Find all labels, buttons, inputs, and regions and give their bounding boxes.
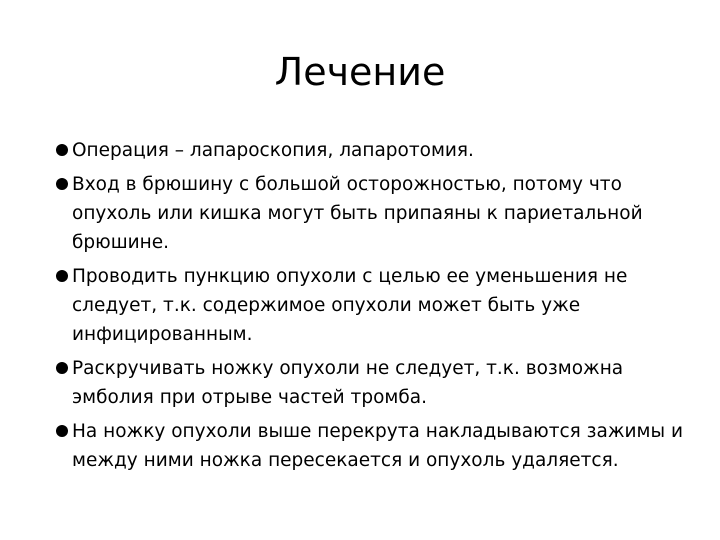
bullet-list bbox=[54, 136, 694, 480]
bullet-dot-icon bbox=[56, 270, 68, 282]
slide-title: Лечение bbox=[274, 50, 446, 94]
bullet-text: Проводить пункцию опухоли с целью ее уменьшения не следует, т.к. содержимое опухоли может быть уже инфицированным. bbox=[72, 266, 628, 345]
bullet-item bbox=[54, 417, 694, 475]
bullet-text: На ножку опухоли выше перекрута накладываются зажимы и между ними ножка пересекается и опухоль удаляется. bbox=[72, 421, 683, 471]
bullet-text: Операция – лапароскопия, лапаротомия. bbox=[72, 140, 474, 161]
bullet-item bbox=[54, 262, 694, 349]
bullet-item bbox=[54, 170, 694, 257]
bullet-text: Вход в брюшину с большой осторожностью, потому что опухоль или кишка могут быть припаяны к париетальной брюшине. bbox=[72, 174, 643, 253]
bullet-dot-icon bbox=[56, 144, 68, 156]
bullet-item bbox=[54, 354, 694, 412]
bullet-dot-icon bbox=[56, 425, 68, 437]
bullet-item bbox=[54, 136, 694, 165]
bullet-dot-icon bbox=[56, 362, 68, 374]
bullet-dot-icon bbox=[56, 178, 68, 190]
bullet-text: Раскручивать ножку опухоли не следует, т.к. возможна эмболия при отрыве частей тромба. bbox=[72, 358, 624, 408]
